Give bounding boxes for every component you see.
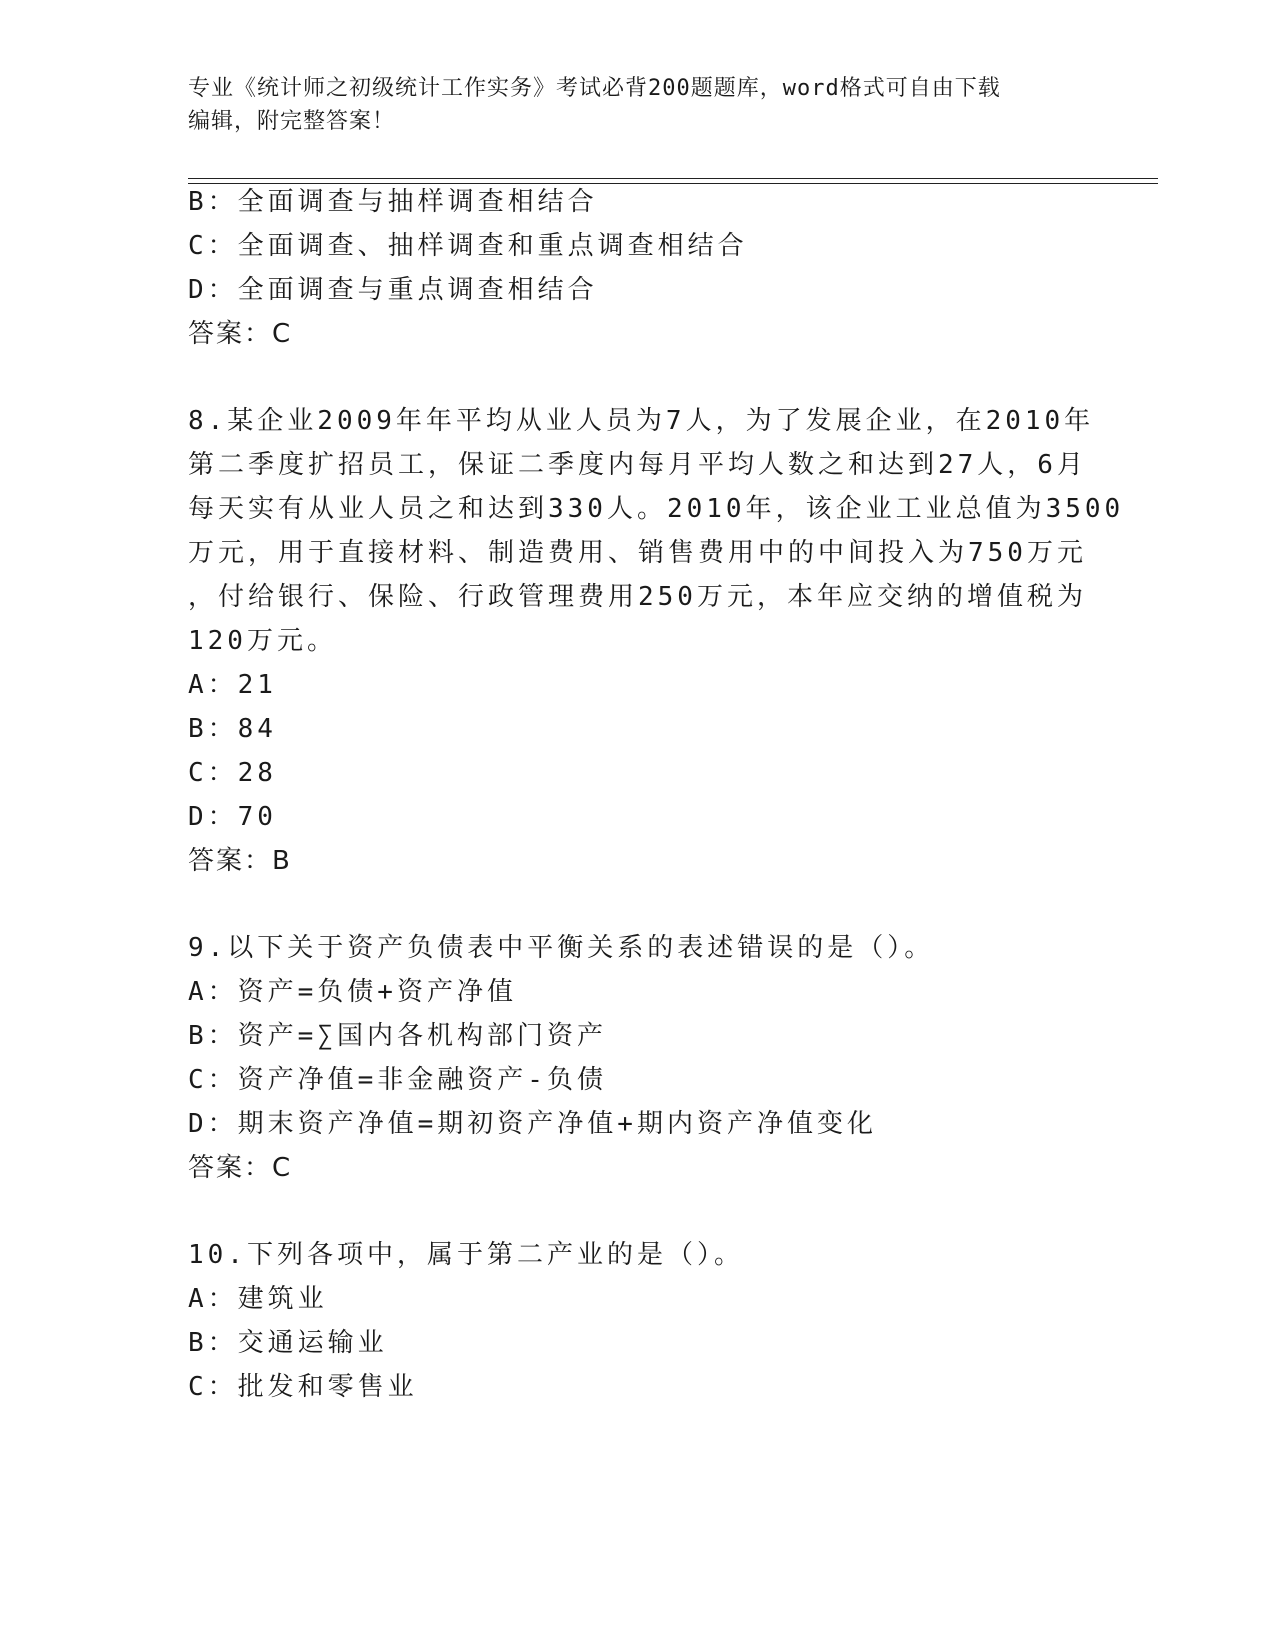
q8-option-d: D：70: [188, 802, 277, 832]
q10-option-c: C：批发和零售业: [188, 1372, 418, 1402]
q8-answer: 答案：B: [188, 846, 292, 876]
q9-option-b: B：资产=∑国内各机构部门资产: [188, 1021, 607, 1051]
q9-stem: 9.以下关于资产负债表中平衡关系的表述错误的是（）。: [188, 933, 935, 963]
q10-option-b: B：交通运输业: [188, 1328, 388, 1358]
q8-stem-line-4: 万元，用于直接材料、制造费用、销售费用中的中间投入为750万元: [188, 538, 1087, 568]
q7-answer: 答案：C: [188, 319, 293, 349]
q8-option-a: A：21: [188, 670, 277, 700]
q8-option-c: C：28: [188, 758, 277, 788]
q8-stem-line-3: 每天实有从业人员之和达到330人。2010年，该企业工业总值为3500: [188, 494, 1125, 524]
q7-option-c: C：全面调查、抽样调查和重点调查相结合: [188, 231, 748, 261]
q8-stem-line-5: ，付给银行、保险、行政管理费用250万元，本年应交纳的增值税为: [188, 582, 1087, 612]
q7-option-d: D：全面调查与重点调查相结合: [188, 275, 598, 305]
q10-stem: 10.下列各项中，属于第二产业的是（）。: [188, 1240, 744, 1270]
q7-option-b: B：全面调查与抽样调查相结合: [188, 187, 598, 217]
q8-stem-line-6: 120万元。: [188, 626, 337, 656]
q9-option-c: C：资产净值=非金融资产-负债: [188, 1065, 607, 1095]
header-line-2: 编辑，附完整答案！: [188, 109, 396, 134]
q9-option-d: D：期末资产净值=期初资产净值+期内资产净值变化: [188, 1109, 877, 1139]
q9-answer: 答案：C: [188, 1153, 293, 1183]
q8-option-b: B：84: [188, 714, 277, 744]
header-line-1: 专业《统计师之初级统计工作实务》考试必背200题题库，word格式可自由下载: [188, 76, 1001, 101]
header-rule-top: [188, 178, 1158, 179]
q8-stem-line-2: 第二季度扩招员工，保证二季度内每月平均人数之和达到27人，6月: [188, 450, 1087, 480]
q10-option-a: A：建筑业: [188, 1284, 328, 1314]
q9-option-a: A：资产=负债+资产净值: [188, 977, 517, 1007]
document-header: [188, 72, 1088, 138]
q8-stem-line-1: 8.某企业2009年年平均从业人员为7人，为了发展企业，在2010年: [188, 406, 1095, 436]
